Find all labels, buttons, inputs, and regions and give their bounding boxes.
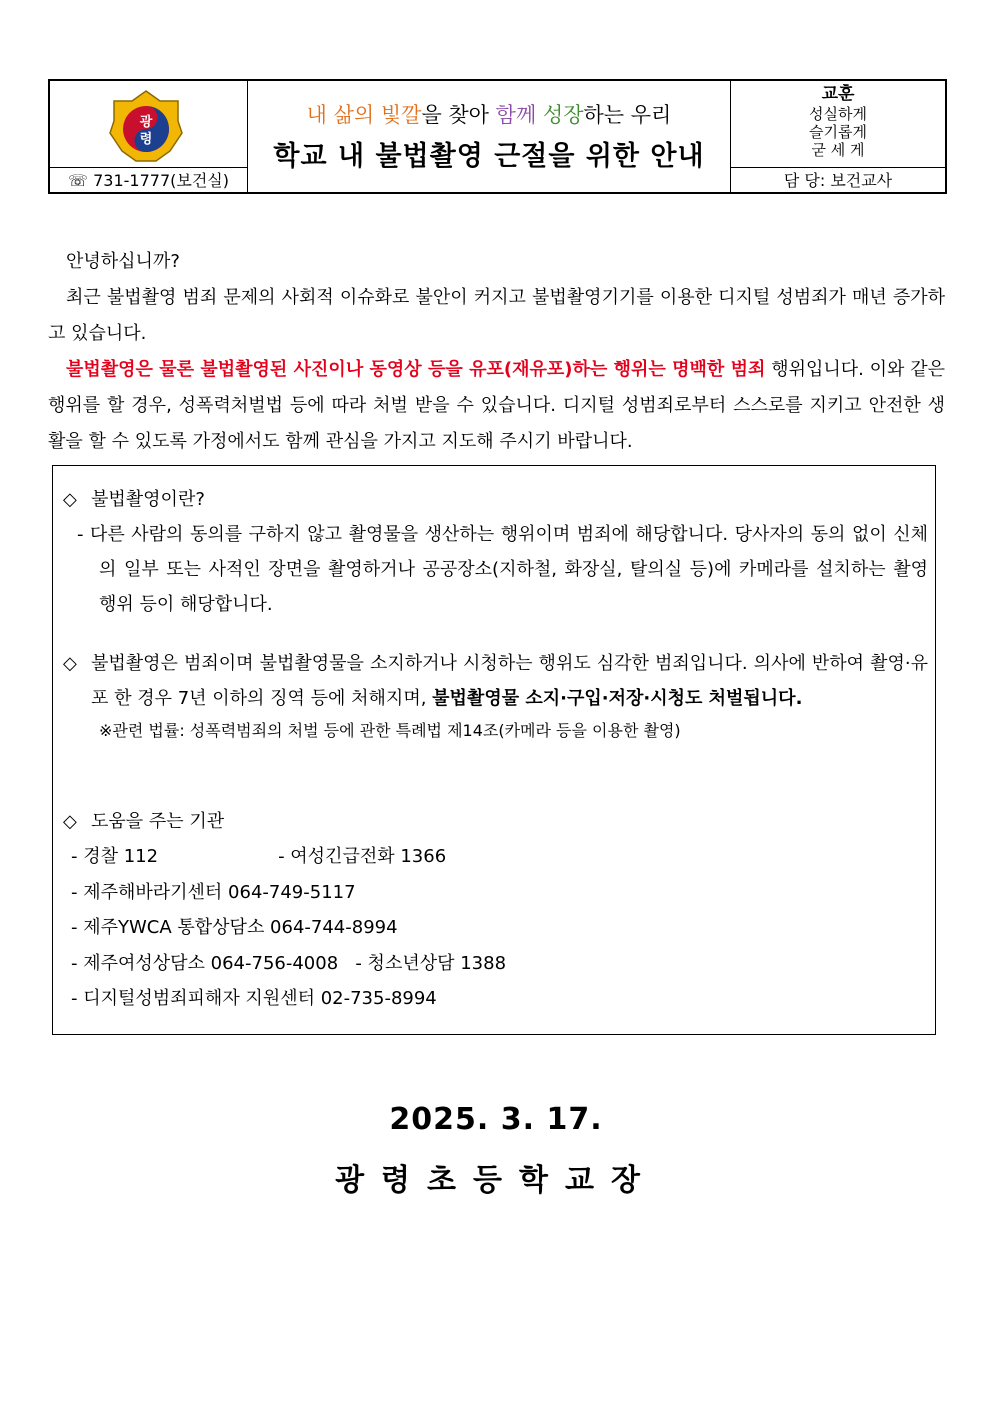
intro-section bbox=[48, 244, 945, 460]
org-haebaragi: - 제주해바라기센터 064-749-5117 bbox=[71, 881, 356, 903]
org-line bbox=[63, 839, 928, 875]
slogan-part: 성장 bbox=[542, 103, 584, 127]
school-motto bbox=[731, 81, 945, 159]
diamond-icon: ◇ bbox=[63, 489, 77, 510]
section-crime bbox=[63, 646, 928, 746]
motto-line: 슬기롭게 bbox=[809, 123, 867, 141]
intro-paragraph-2-rest: 행위입니다. 이와 같은 행위를 할 경우, 성폭력처벌법 등에 따라 처벌 받을 수 있습니다. 디지털 성범죄로부터 스스로를 지키고 안전한 생활을 할 수 있도록 가정에서도 함께 관심을 가지고 지도해 주시기 바랍니다. bbox=[48, 359, 945, 452]
slogan-part bbox=[536, 103, 543, 127]
definition-text: - 다른 사람의 동의를 구하지 않고 촬영물을 생산하는 행위이며 범죄에 해당합니다. 당사자의 동의 없이 신체의 일부 또는 사적인 장면을 촬영하거나 공공장소(지하철, 화장실, 탈의실 등)에 카메라를 설치하는 촬영 행위 등이 해당합니다. bbox=[77, 524, 928, 615]
school-slogan bbox=[248, 101, 730, 129]
motto-line: 성실하게 bbox=[809, 105, 867, 123]
org-women-counsel: - 제주여성상담소 064-756-4008 bbox=[71, 952, 339, 974]
slogan-part: 하는 우리 bbox=[583, 103, 672, 127]
section-help-orgs bbox=[63, 804, 928, 1017]
issue-date: 2025. 3. 17. bbox=[389, 1102, 603, 1137]
logo-text-1: 광 bbox=[139, 115, 153, 130]
section-heading bbox=[63, 804, 928, 839]
org-line bbox=[63, 946, 928, 982]
header-table bbox=[48, 79, 947, 194]
manager-label: 담 당: 보건교사 bbox=[783, 171, 893, 190]
school-logo bbox=[108, 89, 184, 165]
crime-text bbox=[63, 646, 928, 716]
crime-text-bold: 불법촬영물 소지·구입·저장·시청도 처벌됩니다. bbox=[432, 688, 803, 709]
section-title: 불법촬영이란? bbox=[91, 489, 205, 510]
section-definition bbox=[63, 482, 928, 622]
diamond-icon: ◇ bbox=[63, 653, 77, 674]
info-box bbox=[52, 465, 936, 1035]
crime-text-plain: 불법촬영은 범죄이며 불법촬영물을 소지하거나 시청하는 행위도 심각한 범죄입니다. 의사에 반하여 촬영·유포 한 경우 7년 이하의 징역 등에 처해지며, bbox=[91, 653, 928, 709]
org-ywca: - 제주YWCA 통합상담소 064-744-8994 bbox=[71, 917, 398, 938]
intro-paragraph-1: 최근 불법촬영 범죄 문제의 사회적 이슈화로 불안이 커지고 불법촬영기기를 이용한 디지털 성범죄가 매년 증가하고 있습니다. bbox=[48, 287, 945, 344]
greeting: 안녕하십니까? bbox=[66, 251, 180, 272]
logo-text-2: 령 bbox=[139, 132, 153, 147]
signer: 광령초등학교장 bbox=[335, 1163, 657, 1198]
section-heading bbox=[63, 482, 928, 517]
org-digital: - 디지털성범죄피해자 지원센터 02-735-8994 bbox=[71, 988, 437, 1009]
motto-line: 굳 세 게 bbox=[811, 141, 865, 159]
org-police: - 경찰 112 bbox=[71, 846, 159, 867]
phone-number: ☏ 731-1777(보건실) bbox=[68, 171, 229, 190]
warning-text: 불법촬영은 물론 불법촬영된 사진이나 동영상 등을 유포(재유포)하는 행위는 명백한 범죄 bbox=[66, 359, 766, 380]
org-women-hotline: - 여성긴급전화 1366 bbox=[278, 846, 447, 867]
section-title: 도움을 주는 기관 bbox=[91, 811, 225, 832]
slogan-part: 함께 bbox=[495, 103, 537, 127]
motto-heading: 교훈 bbox=[821, 84, 855, 104]
document-title: 학교 내 불법촬영 근절을 위한 안내 bbox=[273, 141, 705, 172]
slogan-part: 내 삶의 빛깔 bbox=[306, 103, 422, 127]
slogan-part: 을 찾아 bbox=[421, 103, 496, 127]
law-reference: ※관련 법률: 성폭력범죄의 처벌 등에 관한 특례법 제14조(카메라 등을 이용한 촬영) bbox=[99, 721, 681, 740]
diamond-icon: ◇ bbox=[63, 811, 77, 832]
intro-paragraph-2 bbox=[48, 352, 945, 460]
header-divider-left bbox=[247, 81, 248, 192]
org-youth: - 청소년상담 1388 bbox=[355, 952, 507, 974]
